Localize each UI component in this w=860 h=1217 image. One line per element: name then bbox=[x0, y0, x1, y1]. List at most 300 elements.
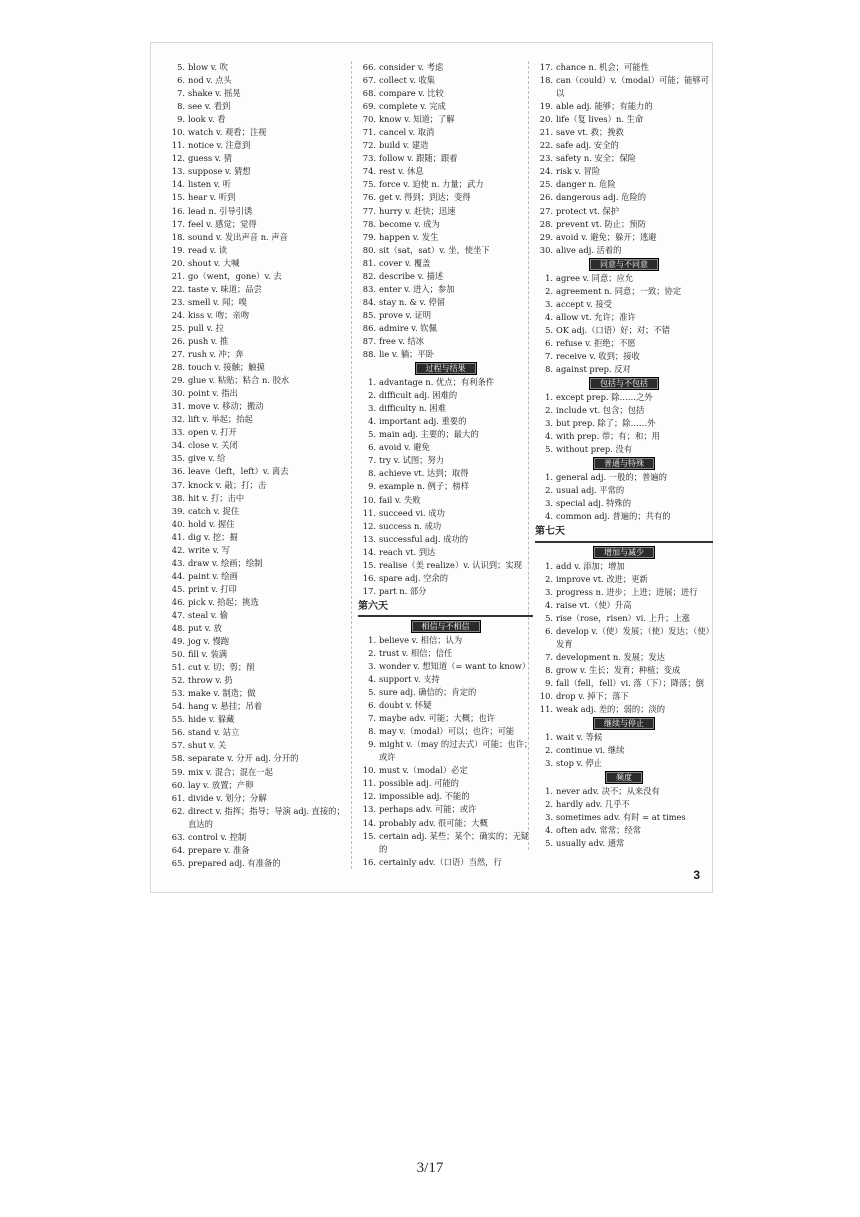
entry-number: 80. bbox=[362, 244, 376, 255]
entry-text: shut v. 关 bbox=[188, 740, 227, 751]
column-2 bbox=[351, 61, 533, 869]
entry-number: 12. bbox=[362, 520, 376, 531]
entry-number: 5. bbox=[177, 62, 185, 72]
entry-number: 25. bbox=[171, 322, 185, 333]
vocab-entry bbox=[167, 596, 351, 609]
entry-text: knock v. 敲；打；击 bbox=[188, 479, 267, 490]
entry-number: 20. bbox=[171, 257, 185, 268]
vocab-entry bbox=[167, 413, 351, 426]
entry-number: 53. bbox=[171, 688, 185, 699]
entry-text: dig v. 挖；掘 bbox=[188, 531, 238, 542]
vocab-entry bbox=[535, 391, 713, 404]
entry-text: success n. 成功 bbox=[379, 520, 442, 531]
entry-number: 78. bbox=[362, 218, 376, 229]
entry-text: fail v. 失败 bbox=[379, 494, 421, 505]
entry-number: 17. bbox=[362, 585, 376, 596]
entry-text: glue v. 粘贴；粘合 n. 胶水 bbox=[188, 375, 290, 386]
entry-number: 82. bbox=[362, 270, 376, 281]
entry-number: 17. bbox=[539, 62, 553, 72]
entry-number: 87. bbox=[362, 335, 376, 346]
page-number: 3 bbox=[693, 868, 700, 882]
vocab-entry bbox=[535, 139, 713, 152]
entry-text: against prep. 反对 bbox=[556, 364, 631, 375]
entry-number: 6. bbox=[545, 625, 553, 636]
vocab-entry bbox=[358, 634, 533, 647]
entry-number: 81. bbox=[362, 257, 376, 268]
vocab-entry bbox=[167, 518, 351, 531]
entry-number: 61. bbox=[171, 792, 185, 803]
entry-text: hit v. 打；击中 bbox=[188, 492, 245, 503]
entry-number: 17. bbox=[171, 218, 185, 229]
entry-text: enter v. 进入；参加 bbox=[379, 283, 455, 294]
entry-text: include vt. 包含；包括 bbox=[556, 405, 645, 416]
vocab-entry bbox=[167, 674, 351, 687]
entry-text: avoid v. 避免；躲开；逃避 bbox=[556, 231, 657, 242]
vocab-entry bbox=[167, 609, 351, 622]
vocab-entry bbox=[167, 805, 351, 831]
entry-text: separate v. 分开 adj. 分开的 bbox=[188, 753, 299, 764]
section-header: 增加与减少 bbox=[535, 546, 713, 559]
vocab-entry bbox=[358, 441, 533, 454]
entry-text: fall（fell，fell）vi. 落（下）；降落；倒 bbox=[556, 677, 704, 688]
vocab-entry bbox=[358, 309, 533, 322]
entry-number: 62. bbox=[171, 805, 185, 816]
entry-text: main adj. 主要的；最大的 bbox=[379, 429, 479, 440]
vocab-entry bbox=[535, 651, 713, 664]
entry-number: 16. bbox=[362, 572, 376, 583]
vocab-entry bbox=[358, 152, 533, 165]
entry-number: 43. bbox=[171, 557, 185, 568]
entry-number: 5. bbox=[545, 324, 553, 335]
vocab-entry bbox=[167, 792, 351, 805]
vocab-entry bbox=[535, 690, 713, 703]
vocab-entry bbox=[358, 572, 533, 585]
entry-text: rise（rose，risen）vi. 上升；上涨 bbox=[556, 612, 691, 623]
vocab-entry bbox=[358, 402, 533, 415]
entry-text: support v. 支持 bbox=[379, 674, 440, 685]
entry-number: 2. bbox=[545, 485, 553, 496]
vocab-entry bbox=[358, 376, 533, 389]
entry-number: 3. bbox=[545, 586, 553, 597]
entry-number: 13. bbox=[362, 533, 376, 544]
entry-number: 18. bbox=[539, 75, 553, 86]
entry-text: can（could）v.（modal）可能；能够可以 bbox=[556, 75, 709, 99]
entry-number: 12. bbox=[171, 153, 185, 164]
vocab-entry bbox=[358, 764, 533, 777]
vocab-entry bbox=[167, 635, 351, 648]
entry-text: compare v. 比较 bbox=[379, 88, 444, 99]
entry-number: 18. bbox=[171, 231, 185, 242]
vocab-entry bbox=[167, 87, 351, 100]
entry-text: cancel v. 取消 bbox=[379, 127, 435, 138]
entry-text: sound v. 发出声音 n. 声音 bbox=[188, 231, 288, 242]
entry-text: direct v. 指挥；指导；导演 adj. 直接的；直达的 bbox=[188, 805, 345, 829]
vocab-entry bbox=[167, 452, 351, 465]
vocab-entry bbox=[535, 664, 713, 677]
entry-text: chance n. 机会；可能性 bbox=[556, 62, 649, 72]
entry-text: jog v. 慢跑 bbox=[188, 636, 230, 647]
entry-text: throw v. 扔 bbox=[188, 675, 233, 686]
entry-text: succeed vi. 成功 bbox=[379, 507, 445, 518]
vocab-entry bbox=[167, 374, 351, 387]
vocab-entry bbox=[167, 439, 351, 452]
entry-number: 16. bbox=[171, 205, 185, 216]
entry-number: 70. bbox=[362, 114, 376, 125]
vocab-entry bbox=[167, 700, 351, 713]
entry-number: 9. bbox=[368, 739, 376, 750]
entry-number: 16. bbox=[362, 856, 376, 867]
vocab-entry bbox=[535, 484, 713, 497]
entry-text: prevent vt. 防止；预防 bbox=[556, 218, 646, 229]
vocab-entry bbox=[358, 126, 533, 139]
entry-number: 6. bbox=[177, 75, 185, 86]
entry-text: protect vt. 保护 bbox=[556, 205, 620, 216]
entry-number: 5. bbox=[545, 444, 553, 455]
entry-text: read v. 读 bbox=[188, 244, 228, 255]
entry-number: 10. bbox=[171, 127, 185, 138]
entry-number: 27. bbox=[171, 349, 185, 360]
entry-text: might v.（may 的过去式）可能；也许；或许 bbox=[379, 739, 533, 763]
entry-text: believe v. 相信；认为 bbox=[379, 634, 463, 645]
entry-text: see v. 看到 bbox=[188, 101, 231, 112]
entry-text: become v. 成为 bbox=[379, 218, 440, 229]
section-header: 频度 bbox=[535, 771, 713, 784]
entry-number: 9. bbox=[545, 677, 553, 688]
entry-text: achieve vt. 达到；取得 bbox=[379, 468, 469, 479]
entry-number: 41. bbox=[171, 531, 185, 542]
column-1 bbox=[167, 61, 351, 870]
entry-number: 2. bbox=[368, 390, 376, 401]
entry-number: 21. bbox=[539, 127, 553, 138]
column-3 bbox=[528, 61, 713, 850]
vocab-entry bbox=[167, 752, 351, 765]
vocab-entry bbox=[358, 830, 533, 856]
entry-number: 52. bbox=[171, 675, 185, 686]
entry-number: 74. bbox=[362, 166, 376, 177]
vocab-entry bbox=[535, 731, 713, 744]
entry-text: put v. 放 bbox=[188, 623, 222, 634]
entry-number: 1. bbox=[545, 786, 553, 797]
vocab-entry bbox=[167, 296, 351, 309]
vocab-entry bbox=[358, 467, 533, 480]
entry-number: 9. bbox=[368, 481, 376, 492]
entry-number: 8. bbox=[545, 364, 553, 375]
vocab-entry bbox=[167, 831, 351, 844]
entry-number: 11. bbox=[539, 704, 553, 715]
entry-text: wait v. 等候 bbox=[556, 732, 603, 743]
entry-text: difficulty n. 困难 bbox=[379, 403, 447, 414]
vocab-entry bbox=[358, 428, 533, 441]
vocab-entry bbox=[535, 744, 713, 757]
section-header: 继续与停止 bbox=[535, 717, 713, 730]
entry-number: 40. bbox=[171, 518, 185, 529]
vocab-entry bbox=[535, 625, 713, 651]
entry-text: try v. 试图；努力 bbox=[379, 455, 445, 466]
entry-number: 58. bbox=[171, 753, 185, 764]
entry-number: 72. bbox=[362, 140, 376, 151]
entry-number: 8. bbox=[368, 468, 376, 479]
entry-number: 47. bbox=[171, 609, 185, 620]
entry-text: stand v. 站立 bbox=[188, 727, 240, 738]
vocab-entry bbox=[358, 87, 533, 100]
entry-text: leave（left，left）v. 离去 bbox=[188, 466, 289, 477]
entry-number: 13. bbox=[171, 166, 185, 177]
entry-number: 4. bbox=[545, 511, 553, 522]
entry-text: add v. 添加；增加 bbox=[556, 560, 625, 571]
entry-number: 29. bbox=[539, 231, 553, 242]
vocab-entry bbox=[167, 244, 351, 257]
entry-text: force v. 迫使 n. 力量；武力 bbox=[379, 179, 484, 190]
vocab-entry bbox=[535, 100, 713, 113]
entry-text: common adj. 普遍的；共有的 bbox=[556, 511, 671, 522]
entry-text: collect v. 收集 bbox=[379, 75, 436, 86]
entry-number: 7. bbox=[545, 350, 553, 361]
vocab-entry bbox=[358, 817, 533, 830]
vocab-entry bbox=[167, 844, 351, 857]
entry-text: go（went，gone）v. 去 bbox=[188, 270, 282, 281]
entry-number: 32. bbox=[171, 414, 185, 425]
entry-number: 26. bbox=[171, 335, 185, 346]
entry-number: 1. bbox=[545, 272, 553, 283]
vocab-entry bbox=[535, 703, 713, 716]
entry-text: suppose v. 猜想 bbox=[188, 166, 251, 177]
entry-text: cover v. 覆盖 bbox=[379, 257, 431, 268]
entry-number: 2. bbox=[545, 799, 553, 810]
vocab-entry bbox=[535, 757, 713, 770]
entry-text: often adv. 常常；经常 bbox=[556, 825, 642, 836]
entry-number: 51. bbox=[171, 662, 185, 673]
entry-text: drop v. 掉下；落下 bbox=[556, 690, 629, 701]
entry-number: 23. bbox=[171, 296, 185, 307]
entry-text: close v. 关闭 bbox=[188, 440, 238, 451]
entry-text: development n. 发展；发达 bbox=[556, 651, 665, 662]
vocab-entry bbox=[358, 244, 533, 257]
entry-text: example n. 例子；榜样 bbox=[379, 481, 470, 492]
entry-text: prove v. 证明 bbox=[379, 309, 432, 320]
vocab-entry bbox=[358, 296, 533, 309]
vocab-entry bbox=[167, 661, 351, 674]
entry-text: consider v. 考虑 bbox=[379, 62, 444, 72]
entry-text: receive v. 收到；接收 bbox=[556, 350, 640, 361]
vocab-entry bbox=[358, 178, 533, 191]
entry-number: 7. bbox=[177, 88, 185, 99]
vocab-entry bbox=[358, 647, 533, 660]
vocab-entry bbox=[535, 272, 713, 285]
entry-text: doubt v. 怀疑 bbox=[379, 700, 432, 711]
vocab-entry bbox=[535, 430, 713, 443]
entry-number: 5. bbox=[368, 429, 376, 440]
entry-number: 1. bbox=[545, 560, 553, 571]
entry-text: move v. 移动；搬动 bbox=[188, 401, 264, 412]
entry-number: 6. bbox=[368, 700, 376, 711]
entry-text: alive adj. 活着的 bbox=[556, 244, 622, 255]
vocab-entry bbox=[167, 726, 351, 739]
entry-number: 84. bbox=[362, 296, 376, 307]
vocab-entry bbox=[167, 387, 351, 400]
entry-text: with prep. 带；有；和；用 bbox=[556, 431, 660, 442]
section-header: 同意与不同意 bbox=[535, 258, 713, 271]
day-heading: 第六天 bbox=[358, 598, 533, 617]
entry-number: 4. bbox=[545, 311, 553, 322]
day-heading: 第七天 bbox=[535, 524, 713, 543]
entry-number: 3. bbox=[368, 403, 376, 414]
vocab-entry bbox=[167, 648, 351, 661]
vocab-entry bbox=[358, 533, 533, 546]
vocab-entry bbox=[358, 480, 533, 493]
entry-number: 36. bbox=[171, 466, 185, 477]
vocab-entry bbox=[167, 322, 351, 335]
entry-text: save vt. 救；挽救 bbox=[556, 127, 624, 138]
vocab-entry bbox=[167, 191, 351, 204]
vocab-entry bbox=[535, 337, 713, 350]
vocab-entry bbox=[358, 348, 533, 361]
entry-number: 7. bbox=[545, 651, 553, 662]
entry-number: 29. bbox=[171, 375, 185, 386]
vocab-entry bbox=[358, 725, 533, 738]
entry-text: pull v. 拉 bbox=[188, 322, 224, 333]
entry-text: hold v. 握住 bbox=[188, 518, 235, 529]
entry-number: 8. bbox=[177, 101, 185, 112]
entry-text: cut v. 切；剪；削 bbox=[188, 662, 255, 673]
entry-number: 19. bbox=[539, 101, 553, 112]
vocab-entry bbox=[358, 231, 533, 244]
vocab-entry bbox=[358, 389, 533, 402]
entry-number: 60. bbox=[171, 779, 185, 790]
vocab-entry bbox=[167, 74, 351, 87]
entry-number: 14. bbox=[171, 179, 185, 190]
vocab-entry bbox=[535, 404, 713, 417]
entry-text: never adv. 决不；从来没有 bbox=[556, 786, 660, 797]
entry-number: 31. bbox=[171, 401, 185, 412]
entry-number: 2. bbox=[545, 745, 553, 756]
section-header: 过程与结果 bbox=[358, 362, 533, 375]
vocab-entry bbox=[358, 660, 533, 673]
entry-text: wonder v. 想知道（= want to know） bbox=[379, 660, 531, 671]
vocab-entry bbox=[535, 824, 713, 837]
entry-text: open v. 打开 bbox=[188, 427, 237, 438]
entry-number: 75. bbox=[362, 179, 376, 190]
entry-number: 76. bbox=[362, 192, 376, 203]
vocab-entry bbox=[167, 61, 351, 74]
entry-text: push v. 推 bbox=[188, 335, 229, 346]
vocab-entry bbox=[358, 283, 533, 296]
vocab-entry bbox=[358, 322, 533, 335]
entry-text: get v. 得到；到达；变得 bbox=[379, 192, 471, 203]
vocab-entry bbox=[535, 798, 713, 811]
entry-text: hang v. 悬挂；吊着 bbox=[188, 701, 263, 712]
entry-text: fill v. 装满 bbox=[188, 649, 228, 660]
entry-number: 3. bbox=[545, 298, 553, 309]
vocab-entry bbox=[167, 766, 351, 779]
entry-text: risk v. 冒险 bbox=[556, 166, 601, 177]
vocab-entry bbox=[358, 777, 533, 790]
vocab-entry bbox=[535, 417, 713, 430]
vocab-entry bbox=[167, 622, 351, 635]
entry-text: sure adj. 确信的；肯定的 bbox=[379, 687, 477, 698]
vocab-entry bbox=[535, 471, 713, 484]
entry-text: safety n. 安全；保险 bbox=[556, 153, 636, 164]
vocab-entry bbox=[535, 599, 713, 612]
entry-text: follow v. 跟随；跟着 bbox=[379, 153, 458, 164]
entry-text: describe v. 描述 bbox=[379, 270, 444, 281]
entry-text: may v.（modal）可以；也许；可能 bbox=[379, 726, 515, 737]
entry-text: raise vt.（使）升高 bbox=[556, 599, 632, 610]
entry-text: rush v. 冲；奔 bbox=[188, 349, 244, 360]
vocab-entry bbox=[167, 505, 351, 518]
entry-number: 8. bbox=[545, 664, 553, 675]
entry-text: probably adv. 很可能；大概 bbox=[379, 817, 488, 828]
entry-text: develop v.（使）发展；（使）发达；（使）发育 bbox=[556, 625, 710, 649]
vocab-entry bbox=[167, 309, 351, 322]
entry-text: give v. 给 bbox=[188, 453, 226, 464]
entry-number: 7. bbox=[368, 713, 376, 724]
entry-text: blow v. 吹 bbox=[188, 62, 228, 72]
vocab-entry bbox=[167, 270, 351, 283]
vocab-entry bbox=[358, 218, 533, 231]
vocab-entry bbox=[167, 152, 351, 165]
vocab-entry bbox=[358, 585, 533, 598]
entry-text: hear v. 听到 bbox=[188, 192, 236, 203]
vocab-entry bbox=[358, 335, 533, 348]
entry-text: weak adj. 差的；弱的；淡的 bbox=[556, 704, 666, 715]
entry-text: build v. 建造 bbox=[379, 140, 429, 151]
vocab-entry bbox=[167, 139, 351, 152]
vocab-entry bbox=[535, 178, 713, 191]
entry-text: sit（sat，sat）v. 坐，使坐下 bbox=[379, 244, 490, 255]
entry-text: dangerous adj. 危险的 bbox=[556, 192, 647, 203]
entry-number: 44. bbox=[171, 570, 185, 581]
entry-text: catch v. 捉住 bbox=[188, 505, 240, 516]
entry-number: 71. bbox=[362, 127, 376, 138]
entry-text: realise（美 realize）v. 认识到；实现 bbox=[379, 559, 522, 570]
vocab-entry bbox=[535, 231, 713, 244]
vocab-entry bbox=[167, 257, 351, 270]
vocab-entry bbox=[358, 100, 533, 113]
vocab-entry bbox=[167, 465, 351, 478]
vocab-entry bbox=[535, 74, 713, 100]
entry-text: notice v. 注意到 bbox=[188, 140, 251, 151]
vocab-entry bbox=[167, 205, 351, 218]
entry-text: smell v. 闻；嗅 bbox=[188, 296, 247, 307]
entry-number: 1. bbox=[368, 377, 376, 388]
vocab-entry bbox=[167, 218, 351, 231]
entry-text: OK adj.（口语）好；对；不错 bbox=[556, 324, 671, 335]
vocab-entry bbox=[358, 686, 533, 699]
entry-text: touch v. 接触；触摸 bbox=[188, 362, 265, 373]
entry-number: 26. bbox=[539, 192, 553, 203]
entry-text: usual adj. 平常的 bbox=[556, 485, 625, 496]
section-header: 包括与不包括 bbox=[535, 377, 713, 390]
vocab-entry bbox=[535, 497, 713, 510]
entry-number: 5. bbox=[545, 838, 553, 849]
entry-text: listen v. 听 bbox=[188, 179, 232, 190]
entry-number: 22. bbox=[171, 283, 185, 294]
entry-number: 7. bbox=[368, 455, 376, 466]
entry-number: 1. bbox=[545, 472, 553, 483]
vocab-entry bbox=[167, 713, 351, 726]
entry-text: important adj. 重要的 bbox=[379, 416, 467, 427]
entry-text: write v. 写 bbox=[188, 544, 230, 555]
entry-number: 86. bbox=[362, 322, 376, 333]
entry-text: accept v. 接受 bbox=[556, 298, 613, 309]
entry-text: special adj. 特殊的 bbox=[556, 498, 632, 509]
entry-number: 49. bbox=[171, 636, 185, 647]
vocab-entry bbox=[535, 677, 713, 690]
vocab-entry bbox=[358, 712, 533, 725]
entry-text: hurry v. 赶快；迅速 bbox=[379, 205, 456, 216]
vocab-entry bbox=[358, 454, 533, 467]
entry-text: certain adj. 某些；某个；确实的；无疑的 bbox=[379, 830, 530, 854]
